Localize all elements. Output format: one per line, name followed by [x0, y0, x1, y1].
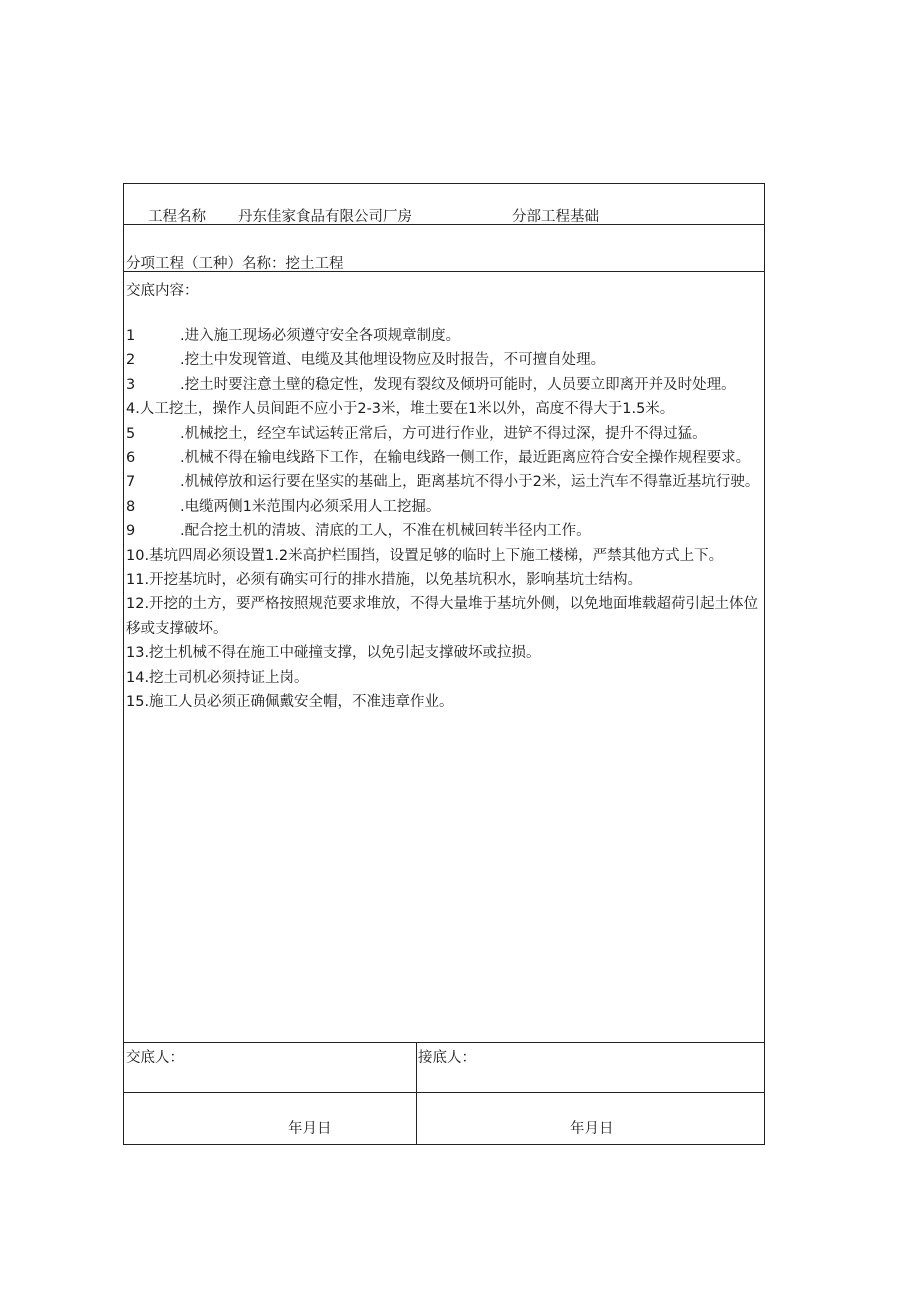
item-number: 6: [126, 450, 136, 467]
content-item: [126, 568, 762, 592]
content-item: [126, 666, 762, 690]
item-text: .挖土中发现管道、电缆及其他埋设物应及时报告，不可擅自处理。: [180, 352, 606, 369]
content-item: [126, 690, 762, 714]
sub-item-name: 分项工程（工种）名称：挖土工程: [126, 256, 344, 272]
header-row: [124, 184, 764, 225]
item-number: 1: [126, 328, 136, 344]
item-text: .开挖的土方，要严格按照规范要求堆放，不得大量堆于基坑外侧，以免地面堆载超荷引起土体位移或支撑破坏。: [126, 596, 759, 637]
disclosure-content: [124, 272, 764, 1043]
content-item: [126, 641, 762, 665]
item-number: 13: [126, 645, 145, 662]
content-item: [126, 422, 762, 446]
content-item: [126, 470, 762, 494]
content-item: [126, 397, 762, 421]
project-name-value: 丹东佳家食品有限公司厂房: [238, 209, 412, 225]
item-text: .开挖基坑时，必须有确实可行的排水措施，以免基坑积水，影响基坑士结构。: [144, 572, 643, 589]
content-items: [126, 324, 762, 715]
item-number: 11: [126, 572, 145, 589]
item-number: 9: [126, 523, 136, 540]
content-item: [126, 373, 762, 397]
sub-item-row: [124, 225, 764, 272]
content-item: [126, 446, 762, 470]
item-text: .基坑四周必须设置1.2米高护栏围挡，设置足够的临时上下施工楼梯，严禁其他方式上下。: [144, 547, 724, 564]
item-number: 12: [126, 596, 145, 613]
item-text: .进入施工现场必须遵守安全各项规章制度。: [180, 328, 461, 344]
discloser-label: 交底人：: [126, 1050, 184, 1066]
content-item: [126, 495, 762, 519]
item-text: .挖土时要注意土壁的稳定性，发现有裂纹及倾坍可能时，人员要立即离开并及时处理。: [180, 376, 736, 393]
discloser-date: 年月日: [288, 1121, 332, 1137]
item-number: 5: [126, 425, 136, 442]
content-item: [126, 348, 762, 372]
item-number: 3: [126, 376, 136, 393]
item-text: .配合挖土机的清坡、清底的工人，不准在机械回转半径内工作。: [180, 523, 591, 540]
item-number: 7: [126, 474, 136, 491]
item-number: 15: [126, 694, 145, 711]
item-number: 4: [126, 401, 136, 418]
item-text: .人工挖土，操作人员间距不应小于2-3米，堆土要在1米以外，高度不得大于1.5米。: [135, 401, 675, 418]
item-number: 10: [126, 547, 145, 564]
disclosure-form: [123, 183, 765, 1145]
receiver-date: 年月日: [570, 1121, 614, 1137]
item-text: .挖土司机必须持证上岗。: [144, 669, 309, 686]
item-text: .机械不得在输电线路下工作，在输电线路一侧工作，最近距离应符合安全操作规程要求。: [180, 450, 751, 467]
item-text: .挖土机械不得在施工中碰撞支撑，以免引起支撑破坏或拉损。: [144, 645, 541, 662]
item-text: .机械挖土，经空车试运转正常后，方可进行作业，进铲不得过深，提升不得过猛。: [180, 425, 707, 442]
content-item: [126, 592, 762, 641]
item-text: .电缆两侧1米范围内必须采用人工挖掘。: [180, 498, 441, 515]
item-number: 14: [126, 669, 145, 686]
signature-row: [124, 1043, 764, 1093]
division-project: 分部工程基础: [512, 209, 599, 225]
content-item: [126, 519, 762, 543]
content-title: 交底内容：: [126, 283, 199, 299]
date-row: [124, 1093, 764, 1145]
item-number: 8: [126, 498, 136, 515]
item-number: 2: [126, 352, 136, 369]
column-divider: [416, 1043, 417, 1145]
content-item: [126, 544, 762, 568]
content-item: [126, 324, 762, 348]
item-text: .施工人员必须正确佩戴安全帽，不准违章作业。: [144, 694, 454, 711]
project-name-label: 工程名称: [148, 209, 206, 225]
receiver-label: 接底人：: [418, 1050, 476, 1066]
item-text: .机械停放和运行要在坚实的基础上，距离基坑不得小于2米，运土汽车不得靠近基坑行驶。: [180, 474, 760, 491]
